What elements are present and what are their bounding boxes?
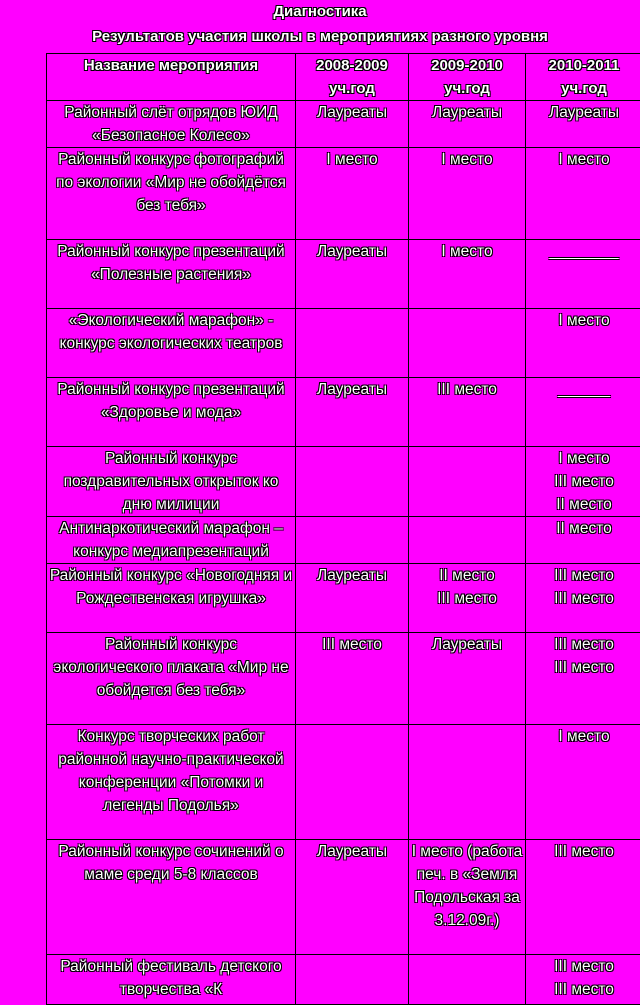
cell-2008-2009: Лауреаты [296, 564, 409, 633]
cell-2009-2010: III место [409, 378, 526, 447]
cell-2009-2010: I место [409, 148, 526, 240]
column-header-2008-2009: 2008-2009 уч.год [296, 54, 409, 101]
cell-2008-2009 [296, 447, 409, 517]
table-row [47, 378, 640, 447]
table-row [47, 517, 640, 564]
cell-2010-2011: III место III место [526, 564, 640, 633]
cell-event-name: Районный конкурс поздравительных открыток ко дню милиции [47, 447, 296, 517]
cell-event-name: Районный конкурс презентаций «Полезные растения» [47, 240, 296, 309]
cell-event-name: Районный слёт отрядов ЮИД «Безопасное Колесо» [47, 101, 296, 148]
cell-event-name: Районный конкурс презентаций «Здоровье и мода» [47, 378, 296, 447]
cell-event-name: Конкурс творческих работ районной научно-практической конференции «Потомки и легенды Подолья» [47, 725, 296, 840]
table-row [47, 309, 640, 378]
cell-event-name: Районный конкурс фотографий по экологии «Мир не обойдётся без тебя» [47, 148, 296, 240]
cell-2009-2010 [409, 955, 526, 1005]
column-header-event: Название мероприятия [47, 54, 296, 101]
cell-2009-2010: I место (работа печ. в «Земля Подольская за 3.12.09г.) [409, 840, 526, 955]
page-title: Диагностика [0, 3, 640, 20]
table-row [47, 101, 640, 148]
cell-2010-2011: I место III место II место [526, 447, 640, 517]
table-row [47, 633, 640, 725]
column-header-2009-2010: 2009-2010 уч.год [409, 54, 526, 101]
cell-2008-2009: I место [296, 148, 409, 240]
table-row [47, 955, 640, 1005]
results-table [46, 53, 640, 1005]
table-row [47, 447, 640, 517]
cell-2009-2010 [409, 517, 526, 564]
cell-2008-2009 [296, 517, 409, 564]
cell-event-name: Антинаркотический марафон –конкурс медиапрезентаций [47, 517, 296, 564]
cell-event-name: Районный фестиваль детского творчества «К [47, 955, 296, 1005]
table-row [47, 240, 640, 309]
table-row [47, 148, 640, 240]
cell-2010-2011: I место [526, 148, 640, 240]
cell-2010-2011: III место III место [526, 955, 640, 1005]
cell-event-name: Районный конкурс «Новогодняя и Рождественская игрушка» [47, 564, 296, 633]
cell-2010-2011: ______ [526, 378, 640, 447]
cell-event-name: Районный конкурс экологического плаката «Мир не обойдется без тебя» [47, 633, 296, 725]
cell-2008-2009: Лауреаты [296, 378, 409, 447]
table-header-row [47, 54, 640, 101]
cell-2010-2011: III место [526, 840, 640, 955]
table-row [47, 564, 640, 633]
cell-2009-2010 [409, 309, 526, 378]
cell-2010-2011: ________ [526, 240, 640, 309]
cell-2008-2009 [296, 725, 409, 840]
cell-2008-2009: Лауреаты [296, 240, 409, 309]
cell-event-name: Районный конкурс сочинений о маме среди 5-8 классов [47, 840, 296, 955]
cell-2008-2009: Лауреаты [296, 101, 409, 148]
cell-2009-2010: Лауреаты [409, 101, 526, 148]
cell-2009-2010 [409, 447, 526, 517]
cell-2010-2011: III место III место [526, 633, 640, 725]
cell-2010-2011: I место [526, 309, 640, 378]
cell-2008-2009: III место [296, 633, 409, 725]
cell-2009-2010: II место III место [409, 564, 526, 633]
cell-2009-2010 [409, 725, 526, 840]
table-row [47, 840, 640, 955]
table-row [47, 725, 640, 840]
cell-2009-2010: Лауреаты [409, 633, 526, 725]
cell-2010-2011: Лауреаты [526, 101, 640, 148]
cell-2008-2009 [296, 955, 409, 1005]
page-subtitle: Результатов участия школы в мероприятиях разного уровня [0, 28, 640, 45]
column-header-2010-2011: 2010-2011 уч.год [526, 54, 640, 101]
cell-2008-2009 [296, 309, 409, 378]
cell-2010-2011: II место [526, 517, 640, 564]
cell-2009-2010: I место [409, 240, 526, 309]
table-body [47, 101, 640, 1005]
cell-event-name: «Экологический марафон» - конкурс экологических театров [47, 309, 296, 378]
cell-2010-2011: I место [526, 725, 640, 840]
cell-2008-2009: Лауреаты [296, 840, 409, 955]
